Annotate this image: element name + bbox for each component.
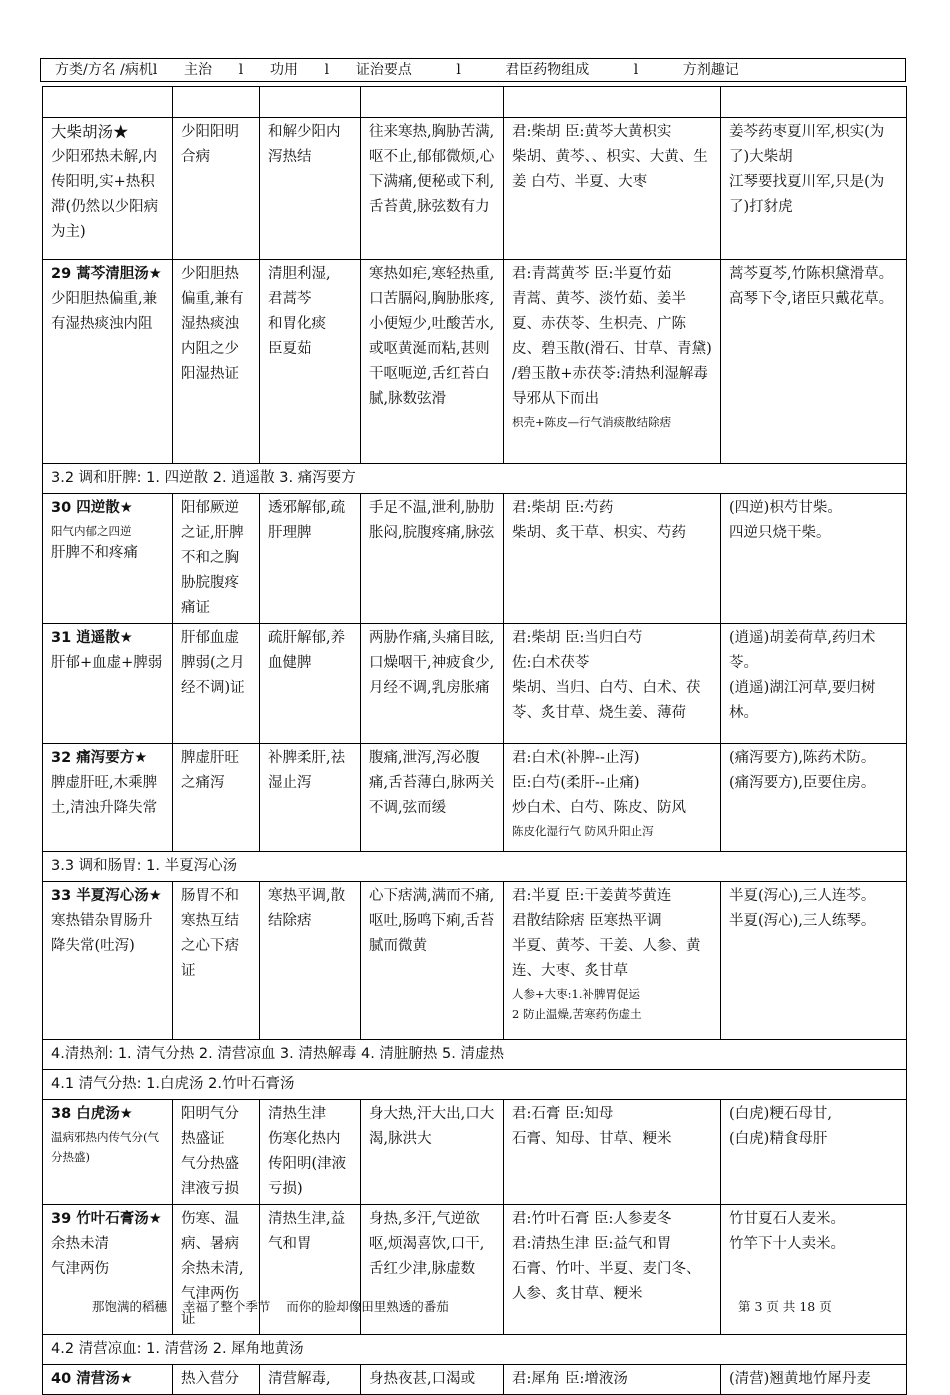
cell-text: 枳壳+陈皮—行气消痰散结除痞 bbox=[512, 415, 672, 429]
formula-name-cell bbox=[43, 1205, 173, 1335]
cell-text: (白虎)粳石母甘, bbox=[729, 1106, 832, 1122]
formula-row bbox=[43, 1365, 907, 1395]
cell-text: 半夏、黄芩、干姜、人参、黄连、大枣、炙甘草 bbox=[512, 938, 701, 979]
key-points-cell bbox=[361, 118, 504, 260]
formula-row bbox=[43, 118, 907, 260]
cell-text: 2 防止温燥,苦寒药伤虚土 bbox=[512, 1007, 642, 1021]
cell-text: 君:石膏 臣:知母 bbox=[512, 1106, 614, 1122]
blank-cell bbox=[361, 87, 504, 118]
cell-text: 脾虚肝旺之痛泻 bbox=[181, 750, 239, 791]
cell-text: 疏肝解郁,养血健脾 bbox=[268, 630, 346, 671]
cell-text: 人参+大枣:1.补脾胃促运 bbox=[512, 987, 640, 1001]
cell-text: (清营)翘黄地竹犀丹麦 bbox=[729, 1371, 871, 1387]
cell-text: 阳郁厥逆之证,肝脾不和之胸胁脘腹疼痛证 bbox=[181, 500, 244, 616]
section-heading: 3.2 调和肝脾: 1. 四逆散 2. 逍遥散 3. 痛泻要方 bbox=[43, 464, 907, 494]
function-cell bbox=[260, 118, 361, 260]
indication-cell bbox=[173, 260, 260, 464]
cell-text: 肝郁+血虚+脾弱 bbox=[51, 655, 163, 671]
cell-text: 少阳阳明合病 bbox=[181, 124, 239, 165]
indication-cell bbox=[173, 118, 260, 260]
mnemonic-cell bbox=[721, 624, 907, 744]
function-cell bbox=[260, 624, 361, 744]
indication-cell bbox=[173, 1100, 260, 1205]
formula-name-cell bbox=[43, 624, 173, 744]
cell-text: 38 白虎汤★ bbox=[51, 1106, 133, 1122]
blank-cell bbox=[721, 87, 907, 118]
blank-cell bbox=[504, 87, 721, 118]
mnemonic-cell bbox=[721, 882, 907, 1040]
cell-text: 青蒿、黄芩、淡竹茹、姜半夏、赤茯苓、生枳壳、广陈皮、碧玉散(滑石、甘草、青黛) /碧玉散+赤茯苓:清热利湿解毒导邪从下而出 bbox=[512, 291, 712, 407]
cell-text: 清胆利湿, bbox=[268, 266, 331, 282]
section-heading-row bbox=[43, 1335, 907, 1365]
formula-name-cell bbox=[43, 744, 173, 852]
cell-text: 君:竹叶石膏 臣:人参麦冬 bbox=[512, 1211, 672, 1227]
key-points-cell bbox=[361, 494, 504, 624]
cell-text: 肝脾不和疼痛 bbox=[51, 545, 138, 561]
cell-text: 腹痛,泄泻,泻必腹痛,舌苔薄白,脉两关不调,弦而缓 bbox=[369, 750, 495, 816]
cell-text: 蒿芩夏芩,竹陈枳黛滑草。 bbox=[729, 266, 894, 282]
cell-text: 寒热错杂胃肠升降失常(吐泻) bbox=[51, 913, 153, 954]
cell-text: 肝郁血虚脾弱(之月经不调)证 bbox=[181, 630, 245, 696]
cell-text: 热入营分 bbox=[181, 1371, 239, 1387]
cell-text: 君:柴胡 臣:黄芩大黄枳实 bbox=[512, 124, 672, 140]
cell-text: 竹甘夏石人麦米。 bbox=[729, 1211, 845, 1227]
composition-cell bbox=[504, 494, 721, 624]
cell-text: 余热未清 bbox=[51, 1236, 109, 1252]
formula-row bbox=[43, 744, 907, 852]
indication-cell bbox=[173, 882, 260, 1040]
mnemonic-cell bbox=[721, 1100, 907, 1205]
indication-cell bbox=[173, 624, 260, 744]
cell-text: 身热夜甚,口渴或 bbox=[369, 1371, 476, 1387]
section-heading: 3.3 调和肠胃: 1. 半夏泻心汤 bbox=[43, 852, 907, 882]
cell-text: 少阳胆热偏重,兼有湿热痰浊内阻 bbox=[51, 291, 158, 332]
indication-cell bbox=[173, 1365, 260, 1395]
cell-text: 臣:白芍(柔肝--止痛) bbox=[512, 775, 640, 791]
cell-text: 肠胃不和寒热互结之心下痞证 bbox=[181, 888, 239, 979]
page-number: 第 3 页 共 18 页 bbox=[738, 1299, 832, 1314]
cell-text: 四逆只烧干柴。 bbox=[729, 525, 831, 541]
cell-text: (逍遥)湖江河草,要归树林。 bbox=[729, 680, 876, 721]
cell-text: 佐:白术茯苓 bbox=[512, 655, 590, 671]
blank-row bbox=[43, 87, 907, 118]
function-cell bbox=[260, 882, 361, 1040]
function-cell bbox=[260, 494, 361, 624]
cell-text: 石膏、知母、甘草、粳米 bbox=[512, 1131, 672, 1147]
composition-cell bbox=[504, 118, 721, 260]
composition-cell bbox=[504, 1205, 721, 1335]
cell-text: 阳明气分热盛证 bbox=[181, 1106, 239, 1147]
formula-name-cell bbox=[43, 1100, 173, 1205]
cell-text: 君:柴胡 臣:当归白芍 bbox=[512, 630, 643, 646]
key-points-cell bbox=[361, 260, 504, 464]
key-points-cell bbox=[361, 1100, 504, 1205]
cell-text: 君:半夏 臣:干姜黄芩黄连 bbox=[512, 888, 672, 904]
cell-text: 少阳胆热偏重,兼有湿热痰浊内阻之少阳湿热证 bbox=[181, 266, 244, 382]
key-points-cell bbox=[361, 1205, 504, 1335]
section-heading-row bbox=[43, 852, 907, 882]
blank-cell bbox=[260, 87, 361, 118]
cell-text: 补脾柔肝,祛湿止泻 bbox=[268, 750, 346, 791]
cell-text: 姜芩药枣夏川军,枳实(为了)大柴胡 bbox=[729, 124, 885, 165]
cell-text: 33 半夏泻心汤★ bbox=[51, 888, 162, 904]
key-points-cell bbox=[361, 744, 504, 852]
cell-text: 清热生津 bbox=[268, 1106, 326, 1122]
cell-text: 君散结除痞 臣寒热平调 bbox=[512, 913, 662, 929]
cell-text: 君蒿芩 bbox=[268, 291, 312, 307]
section-heading: 4.1 清气分热: 1.白虎汤 2.竹叶石膏汤 bbox=[43, 1070, 907, 1100]
mnemonic-cell bbox=[721, 494, 907, 624]
section-heading: 4.清热剂: 1. 清气分热 2. 清营凉血 3. 清热解毒 4. 清脏腑热 5. 清虚热 bbox=[43, 1040, 907, 1070]
cell-text: 大柴胡汤★ bbox=[51, 123, 129, 141]
cell-text: 少阳邪热未解,内传阳明,实+热积滞(仍然以少阳病为主) bbox=[51, 149, 159, 240]
formula-table bbox=[42, 86, 907, 1395]
function-cell bbox=[260, 1365, 361, 1395]
composition-cell bbox=[504, 260, 721, 464]
cell-text: 半夏(泻心),三人练琴。 bbox=[729, 913, 876, 929]
function-cell bbox=[260, 1205, 361, 1335]
composition-cell bbox=[504, 882, 721, 1040]
formula-row bbox=[43, 1100, 907, 1205]
cell-text: 31 逍遥散★ bbox=[51, 630, 133, 646]
cell-text: 寒热如疟,寒轻热重,口苦膈闷,胸胁胀疼,小便短少,吐酸苦水,或呕黄涎而粘,甚则干呕呃逆,舌红苔白腻,脉数弦滑 bbox=[369, 266, 495, 407]
cell-text: 两胁作痛,头痛目眩,口燥咽干,神疲食少,月经不调,乳房胀痛 bbox=[369, 630, 495, 696]
formula-row bbox=[43, 260, 907, 464]
indication-cell bbox=[173, 744, 260, 852]
section-heading-row bbox=[43, 1040, 907, 1070]
cell-text: 炒白术、白芍、陈皮、防风 bbox=[512, 800, 686, 816]
cell-text: 40 清营汤★ bbox=[51, 1371, 133, 1387]
cell-text: 君:犀角 臣:增液汤 bbox=[512, 1371, 628, 1387]
formula-name-cell bbox=[43, 882, 173, 1040]
section-heading-row bbox=[43, 1070, 907, 1100]
section-heading: 4.2 清营凉血: 1. 清营汤 2. 犀角地黄汤 bbox=[43, 1335, 907, 1365]
composition-cell bbox=[504, 1100, 721, 1205]
cell-text: (逍遥)胡姜荷草,药归术苓。 bbox=[729, 630, 876, 671]
key-points-cell bbox=[361, 1365, 504, 1395]
mnemonic-cell bbox=[721, 118, 907, 260]
key-points-cell bbox=[361, 624, 504, 744]
cell-text: 温病邪热内传气分(气分热盛) bbox=[51, 1130, 159, 1164]
formula-row bbox=[43, 1205, 907, 1335]
cell-text: 30 四逆散★ bbox=[51, 500, 133, 516]
cell-text: 竹竿下十人卖米。 bbox=[729, 1236, 845, 1252]
footer-verse: 那饱满的稻穗 幸福了整个季节 而你的脸却像田里熟透的番茄 bbox=[92, 1299, 449, 1314]
cell-text: (白虎)精食母肝 bbox=[729, 1131, 828, 1147]
composition-cell bbox=[504, 624, 721, 744]
formula-name-cell bbox=[43, 260, 173, 464]
cell-text: 脾虚肝旺,木乘脾土,清浊升降失常 bbox=[51, 775, 158, 816]
function-cell bbox=[260, 1100, 361, 1205]
cell-text: 伤寒、温病、暑病余热未清,气津两伤证 bbox=[181, 1211, 244, 1327]
cell-text: 半夏(泻心),三人连芩。 bbox=[729, 888, 876, 904]
cell-text: 和解少阳内泻热结 bbox=[268, 124, 341, 165]
formula-name-cell bbox=[43, 494, 173, 624]
blank-cell bbox=[43, 87, 173, 118]
cell-text: 身大热,汗大出,口大渴,脉洪大 bbox=[369, 1106, 495, 1147]
cell-text: 高琴下令,诸臣只戴花草。 bbox=[729, 291, 894, 307]
cell-text: 柴胡、当归、白芍、白术、茯苓、炙甘草、烧生姜、薄荷 bbox=[512, 680, 701, 721]
cell-text: 气津两伤 bbox=[51, 1261, 109, 1277]
cell-text: 臣夏茹 bbox=[268, 341, 312, 357]
formula-name-cell bbox=[43, 118, 173, 260]
mnemonic-cell bbox=[721, 1205, 907, 1335]
cell-text: 君:清热生津 臣:益气和胃 bbox=[512, 1236, 672, 1252]
cell-text: 江琴要找夏川军,只是(为了)打豺虎 bbox=[729, 174, 885, 215]
cell-text: 石膏、竹叶、半夏、麦门冬、人参、炙甘草、粳米 bbox=[512, 1261, 701, 1302]
formula-row bbox=[43, 494, 907, 624]
cell-text: 君:白术(补脾--止泻) bbox=[512, 750, 640, 766]
cell-text: 32 痛泻要方★ bbox=[51, 750, 148, 766]
composition-cell bbox=[504, 1365, 721, 1395]
formula-name-cell bbox=[43, 1365, 173, 1395]
formula-row bbox=[43, 624, 907, 744]
indication-cell bbox=[173, 494, 260, 624]
cell-text: 君:柴胡 臣:芍药 bbox=[512, 500, 614, 516]
cell-text: (痛泻要方),臣要住房。 bbox=[729, 775, 876, 791]
mnemonic-cell bbox=[721, 260, 907, 464]
cell-text: 往来寒热,胸胁苦满,呕不止,郁郁微烦,心下满痛,便秘或下利,舌苔黄,脉弦数有力 bbox=[369, 124, 495, 215]
function-cell bbox=[260, 744, 361, 852]
cell-text: 手足不温,泄利,胁肋胀闷,脘腹疼痛,脉弦 bbox=[369, 500, 495, 541]
mnemonic-cell bbox=[721, 1365, 907, 1395]
cell-text: 君:青蒿黄芩 臣:半夏竹茹 bbox=[512, 266, 672, 282]
cell-text: 心下痞满,满而不痛,呕吐,肠鸣下痢,舌苔腻而微黄 bbox=[369, 888, 495, 954]
cell-text: 29 蒿芩清胆汤★ bbox=[51, 266, 162, 282]
cell-text: 气分热盛津液亏损 bbox=[181, 1156, 239, 1197]
cell-text: 寒热平调,散结除痞 bbox=[268, 888, 346, 929]
function-cell bbox=[260, 260, 361, 464]
section-heading-row bbox=[43, 464, 907, 494]
indication-cell bbox=[173, 1205, 260, 1335]
formula-row bbox=[43, 882, 907, 1040]
cell-text: 身热,多汗,气逆欲呕,烦渴喜饮,口干,舌红少津,脉虚数 bbox=[369, 1211, 485, 1277]
key-points-cell bbox=[361, 882, 504, 1040]
mnemonic-cell bbox=[721, 744, 907, 852]
cell-text: 清营解毒, bbox=[268, 1371, 331, 1387]
cell-text: 柴胡、炙干草、枳实、芍药 bbox=[512, 525, 686, 541]
cell-text: 和胃化痰 bbox=[268, 316, 326, 332]
cell-text: 伤寒化热内传阳明(津液亏损) bbox=[268, 1131, 347, 1197]
cell-text: 柴胡、黄芩、、枳实、大黄、生姜 白芍、半夏、大枣 bbox=[512, 149, 708, 190]
composition-cell bbox=[504, 744, 721, 852]
cell-text: 39 竹叶石膏汤★ bbox=[51, 1211, 162, 1227]
cell-text: (四逆)枳芍甘柴。 bbox=[729, 500, 842, 516]
blank-cell bbox=[173, 87, 260, 118]
cell-text: 陈皮化湿行气 防风升阳止泻 bbox=[512, 824, 654, 838]
cell-text: 透邪解郁,疏肝理脾 bbox=[268, 500, 346, 541]
cell-text: (痛泻要方),陈药术防。 bbox=[729, 750, 876, 766]
column-header-bar: 方类/方名 /病机l 主治 l 功用 l 证治要点 l 君臣药物组成 l 方剂趣记 bbox=[40, 58, 906, 82]
cell-text: 阳气内郁之四逆 bbox=[51, 524, 132, 538]
cell-text: 清热生津,益气和胃 bbox=[268, 1211, 346, 1252]
